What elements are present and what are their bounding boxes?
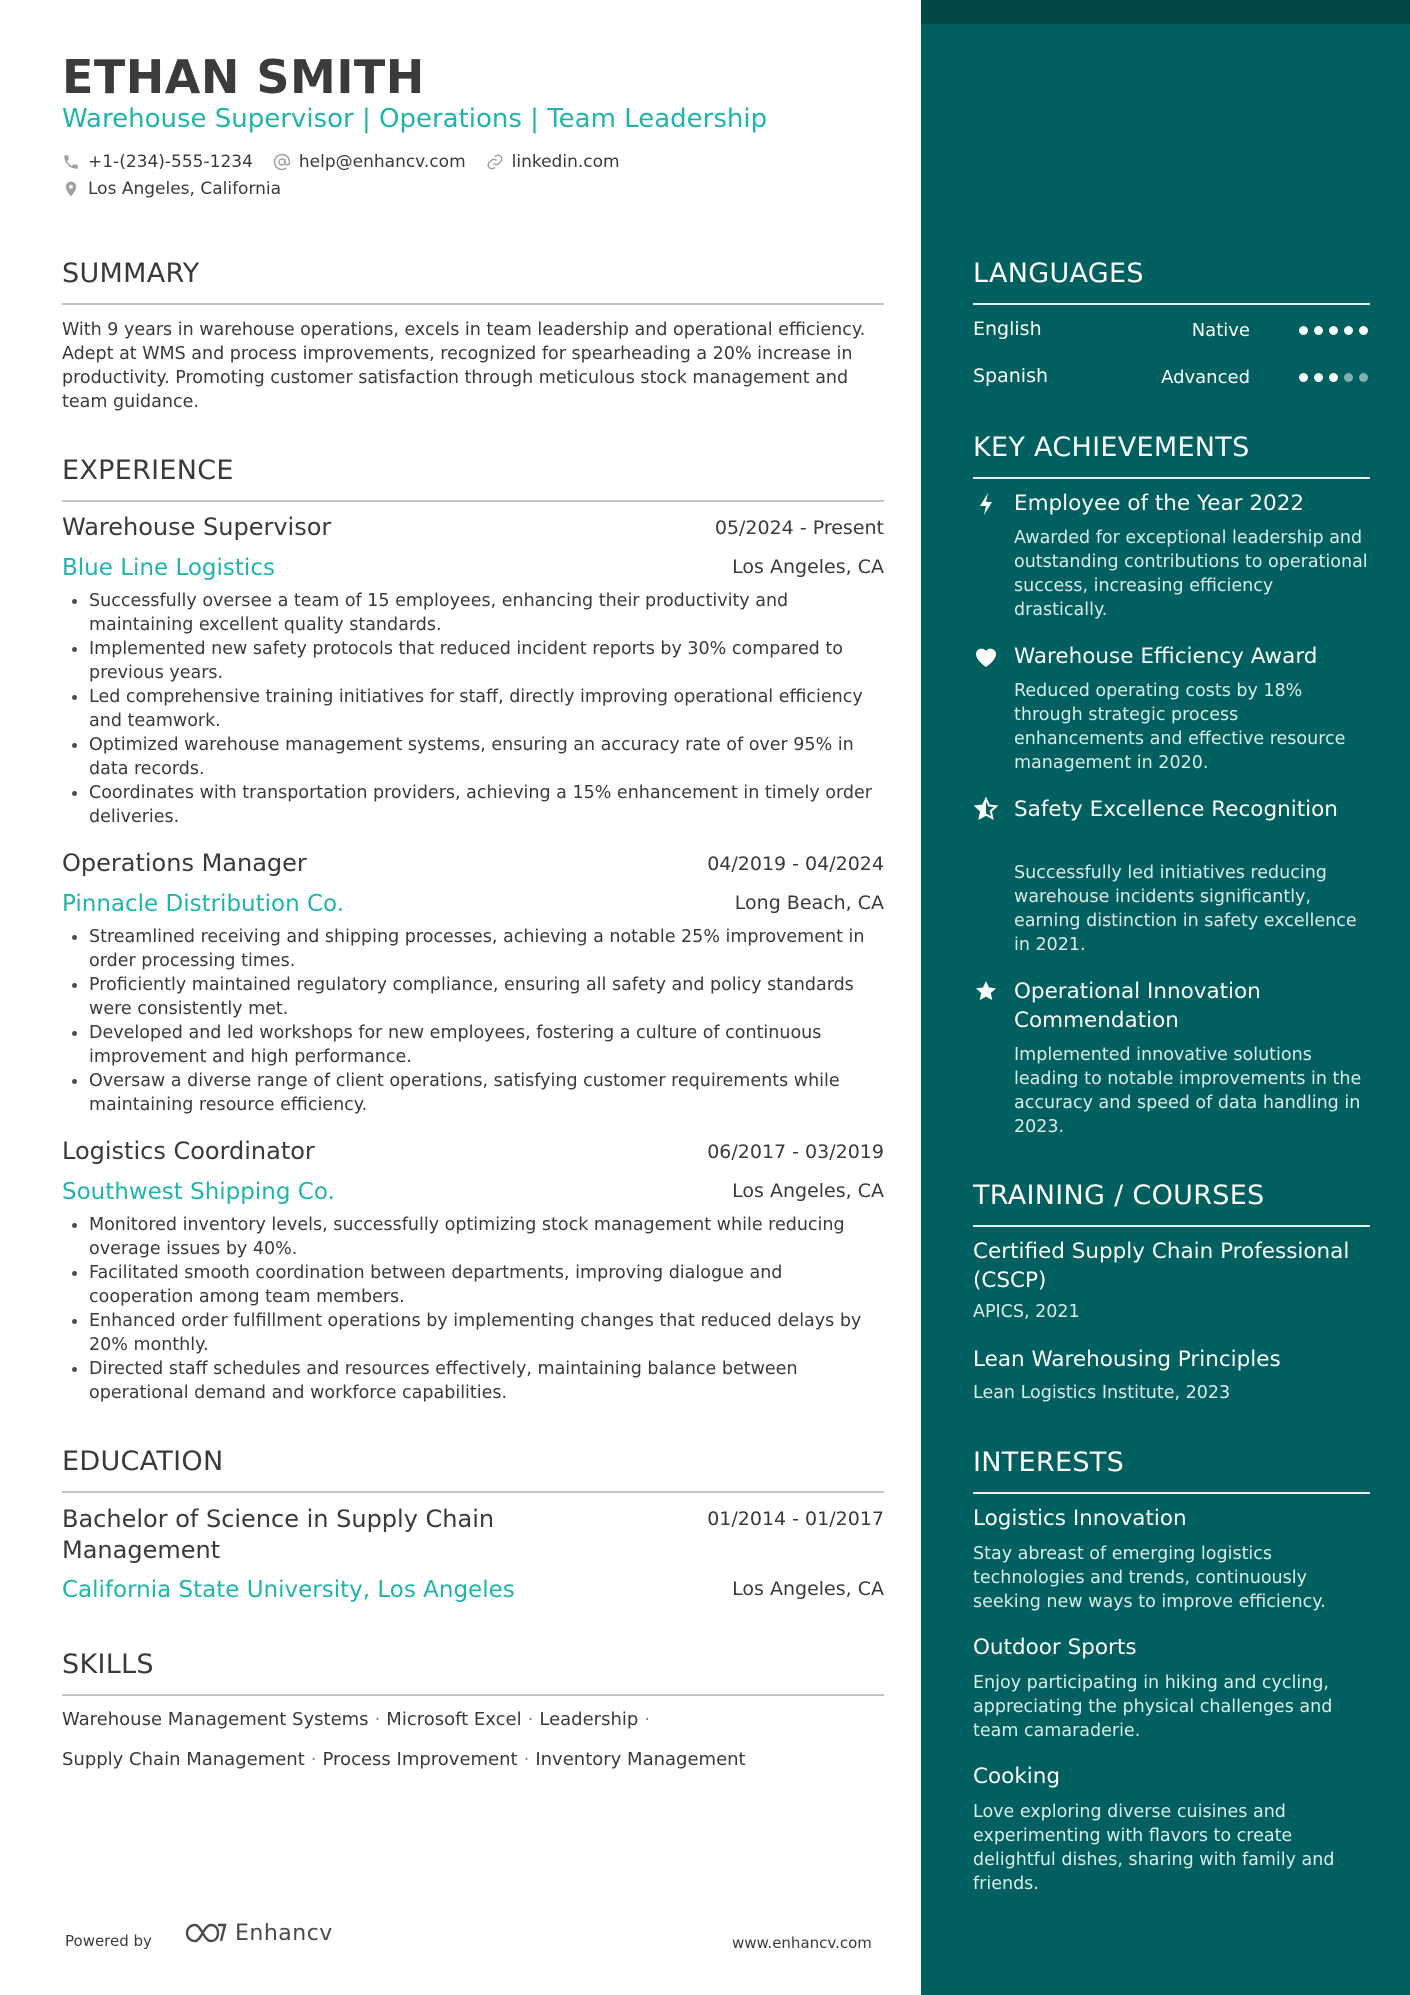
interest-desc: Stay abreast of emerging logistics technologies and trends, continuously seeking new ways to improve efficiency. bbox=[973, 1544, 1326, 1612]
job-dates: 05/2024 - Present bbox=[714, 517, 884, 539]
language-level: Native bbox=[1191, 320, 1250, 341]
list-item: Monitored inventory levels, successfully optimizing stock management while reducing overage issues by 40%. bbox=[62, 1213, 884, 1261]
star-icon bbox=[973, 978, 999, 1004]
list-item: Directed staff schedules and resources effectively, maintaining balance between operational demand and workforce capabilities. bbox=[62, 1357, 884, 1405]
contact-phone[interactable] bbox=[62, 152, 253, 172]
achievement-title: Employee of the Year 2022 bbox=[1014, 491, 1305, 516]
rating-dot-filled bbox=[1299, 326, 1308, 335]
rating-dot-filled bbox=[1314, 326, 1323, 335]
achievement-desc: Reduced operating costs by 18% through strategic process enhancements and effective resource management in 2020. bbox=[1014, 681, 1346, 773]
language-name: Spanish bbox=[973, 365, 1049, 387]
rating-dot-empty bbox=[1344, 373, 1353, 382]
education-divider bbox=[62, 1491, 884, 1493]
course-provider: Lean Logistics Institute, 2023 bbox=[973, 1383, 1231, 1403]
email-text: help@enhancv.com bbox=[298, 152, 466, 172]
achievement-title: Safety Excellence Recognition bbox=[1014, 797, 1338, 822]
sidebar-top-band bbox=[921, 0, 1410, 24]
job-bullets bbox=[62, 1213, 884, 1405]
language-level: Advanced bbox=[1161, 367, 1250, 388]
list-item: Optimized warehouse management systems, ensuring an accuracy rate of over 95% in data records. bbox=[62, 733, 884, 781]
achievements-divider bbox=[973, 477, 1370, 479]
job-dates: 06/2017 - 03/2019 bbox=[707, 1141, 884, 1163]
skill-tag: Inventory Management bbox=[535, 1749, 746, 1770]
languages-divider bbox=[973, 303, 1370, 305]
job-location: Los Angeles, CA bbox=[732, 556, 884, 578]
achievement-desc: Successfully led initiatives reducing warehouse incidents significantly, earning distinction in safety excellence in 2021. bbox=[1014, 863, 1357, 955]
language-name: English bbox=[973, 318, 1042, 340]
contact-row bbox=[62, 152, 640, 172]
summary-heading: SUMMARY bbox=[62, 258, 200, 289]
job-title: Warehouse Supervisor bbox=[62, 513, 332, 541]
heart-icon bbox=[973, 644, 999, 670]
job-bullets bbox=[62, 925, 884, 1117]
sidebar bbox=[921, 0, 1410, 1995]
interests-heading: INTERESTS bbox=[973, 1447, 1125, 1478]
list-item: Proficiently maintained regulatory compliance, ensuring all safety and policy standards were consistently met. bbox=[62, 973, 884, 1021]
candidate-name: ETHAN SMITH bbox=[62, 50, 425, 104]
contact-linkedin[interactable] bbox=[486, 152, 620, 172]
degree-title: Bachelor of Science in Supply Chain Management bbox=[62, 1505, 495, 1564]
training-heading: TRAINING / COURSES bbox=[973, 1180, 1265, 1211]
rating-dot-filled bbox=[1329, 326, 1338, 335]
experience-divider bbox=[62, 500, 884, 502]
job-location: Long Beach, CA bbox=[734, 892, 884, 914]
achievement-desc: Implemented innovative solutions leading to notable improvements in the accuracy and speed of data handling in 2023. bbox=[1014, 1045, 1362, 1137]
rating-dot-empty bbox=[1359, 373, 1368, 382]
rating-dot-filled bbox=[1314, 373, 1323, 382]
half-star-icon bbox=[973, 796, 999, 822]
lightning-bolt-icon bbox=[973, 491, 999, 517]
education-location: Los Angeles, CA bbox=[732, 1578, 884, 1600]
languages-heading: LANGUAGES bbox=[973, 258, 1144, 289]
skill-tag: Microsoft Excel bbox=[386, 1709, 522, 1730]
language-rating bbox=[1293, 373, 1368, 382]
rating-dot-filled bbox=[1359, 326, 1368, 335]
language-rating bbox=[1293, 326, 1368, 335]
skills-heading: SKILLS bbox=[62, 1649, 154, 1680]
summary-text: With 9 years in warehouse operations, excels in team leadership and operational efficiency. Adept at WMS and process improvements, recognized for spearheading a 20% increase in productivity. Promoting customer satisfaction through meticulous stock management and team guidance. bbox=[62, 320, 866, 412]
list-item: Successfully oversee a team of 15 employees, enhancing their productivity and maintaining excellent quality standards. bbox=[62, 589, 884, 637]
achievements-heading: KEY ACHIEVEMENTS bbox=[973, 432, 1250, 463]
skills-row: Warehouse Management Systems · Microsoft Excel · Leadership · bbox=[62, 1709, 651, 1730]
course-provider: APICS, 2021 bbox=[973, 1302, 1080, 1322]
education-dates: 01/2014 - 01/2017 bbox=[707, 1508, 884, 1530]
summary-divider bbox=[62, 303, 884, 305]
list-item: Developed and led workshops for new employees, fostering a culture of continuous improvement and high performance. bbox=[62, 1021, 884, 1069]
job-dates: 04/2019 - 04/2024 bbox=[707, 853, 884, 875]
company-name[interactable]: Blue Line Logistics bbox=[62, 555, 275, 581]
list-item: Implemented new safety protocols that reduced incident reports by 30% compared to previous years. bbox=[62, 637, 884, 685]
list-item: Oversaw a diverse range of client operations, satisfying customer requirements while maintaining resource efficiency. bbox=[62, 1069, 884, 1117]
school-name[interactable]: California State University, Los Angeles bbox=[62, 1577, 515, 1603]
job-title: Operations Manager bbox=[62, 849, 307, 877]
course-title: Lean Warehousing Principles bbox=[973, 1347, 1281, 1372]
list-item: Coordinates with transportation providers, achieving a 15% enhancement in timely order deliveries. bbox=[62, 781, 884, 829]
link-icon bbox=[486, 153, 504, 171]
location-item bbox=[62, 179, 281, 199]
achievement-title: Warehouse Efficiency Award bbox=[1014, 644, 1318, 669]
training-divider bbox=[973, 1225, 1370, 1227]
experience-heading: EXPERIENCE bbox=[62, 455, 234, 486]
list-item: Facilitated smooth coordination between departments, improving dialogue and cooperation among team members. bbox=[62, 1261, 884, 1309]
rating-dot-filled bbox=[1329, 373, 1338, 382]
powered-by-label: Powered by bbox=[65, 1932, 152, 1950]
enhancv-logo-text: Enhancv bbox=[235, 1920, 333, 1946]
phone-text: +1-(234)-555-1234 bbox=[88, 152, 253, 172]
skill-tag: Leadership bbox=[539, 1709, 639, 1730]
skill-tag: Supply Chain Management bbox=[62, 1749, 305, 1770]
location-pin-icon bbox=[62, 180, 80, 198]
achievement-title: Operational Innovation Commendation bbox=[1014, 979, 1261, 1033]
interest-desc: Love exploring diverse cuisines and experimenting with flavors to create delightful dishes, sharing with family and friends. bbox=[973, 1802, 1335, 1894]
interest-title: Outdoor Sports bbox=[973, 1635, 1137, 1660]
skill-tag: Process Improvement bbox=[322, 1749, 518, 1770]
interest-title: Cooking bbox=[973, 1764, 1061, 1789]
footer-url[interactable]: www.enhancv.com bbox=[732, 1934, 872, 1952]
interest-desc: Enjoy participating in hiking and cycling, appreciating the physical challenges and team camaraderie. bbox=[973, 1673, 1333, 1741]
contact-email[interactable] bbox=[273, 152, 466, 172]
enhancv-logo[interactable] bbox=[183, 1920, 333, 1946]
job-title: Logistics Coordinator bbox=[62, 1137, 315, 1165]
rating-dot-filled bbox=[1299, 373, 1308, 382]
interests-divider bbox=[973, 1492, 1370, 1494]
linkedin-text: linkedin.com bbox=[511, 152, 620, 172]
achievement-desc: Awarded for exceptional leadership and outstanding contributions to operational success, increasing efficiency drastically. bbox=[1014, 528, 1368, 620]
skills-divider bbox=[62, 1694, 884, 1696]
at-icon bbox=[273, 153, 291, 171]
candidate-headline: Warehouse Supervisor | Operations | Team Leadership bbox=[62, 104, 768, 134]
skill-tag: Warehouse Management Systems bbox=[62, 1709, 369, 1730]
job-location: Los Angeles, CA bbox=[732, 1180, 884, 1202]
contact-location bbox=[62, 179, 301, 199]
course-title: Certified Supply Chain Professional (CSCP) bbox=[973, 1239, 1350, 1293]
phone-icon bbox=[62, 153, 80, 171]
list-item: Streamlined receiving and shipping processes, achieving a notable 25% improvement in order processing times. bbox=[62, 925, 884, 973]
interest-title: Logistics Innovation bbox=[973, 1506, 1187, 1531]
company-name[interactable]: Southwest Shipping Co. bbox=[62, 1179, 335, 1205]
company-name[interactable]: Pinnacle Distribution Co. bbox=[62, 891, 345, 917]
list-item: Enhanced order fulfillment operations by implementing changes that reduced delays by 20% monthly. bbox=[62, 1309, 884, 1357]
enhancv-logo-icon bbox=[183, 1920, 229, 1946]
education-heading: EDUCATION bbox=[62, 1446, 224, 1477]
job-bullets bbox=[62, 589, 884, 829]
location-text: Los Angeles, California bbox=[88, 179, 282, 199]
list-item: Led comprehensive training initiatives for staff, directly improving operational efficiency and teamwork. bbox=[62, 685, 884, 733]
rating-dot-filled bbox=[1344, 326, 1353, 335]
skills-row: Supply Chain Management · Process Improvement · Inventory Management bbox=[62, 1749, 746, 1770]
